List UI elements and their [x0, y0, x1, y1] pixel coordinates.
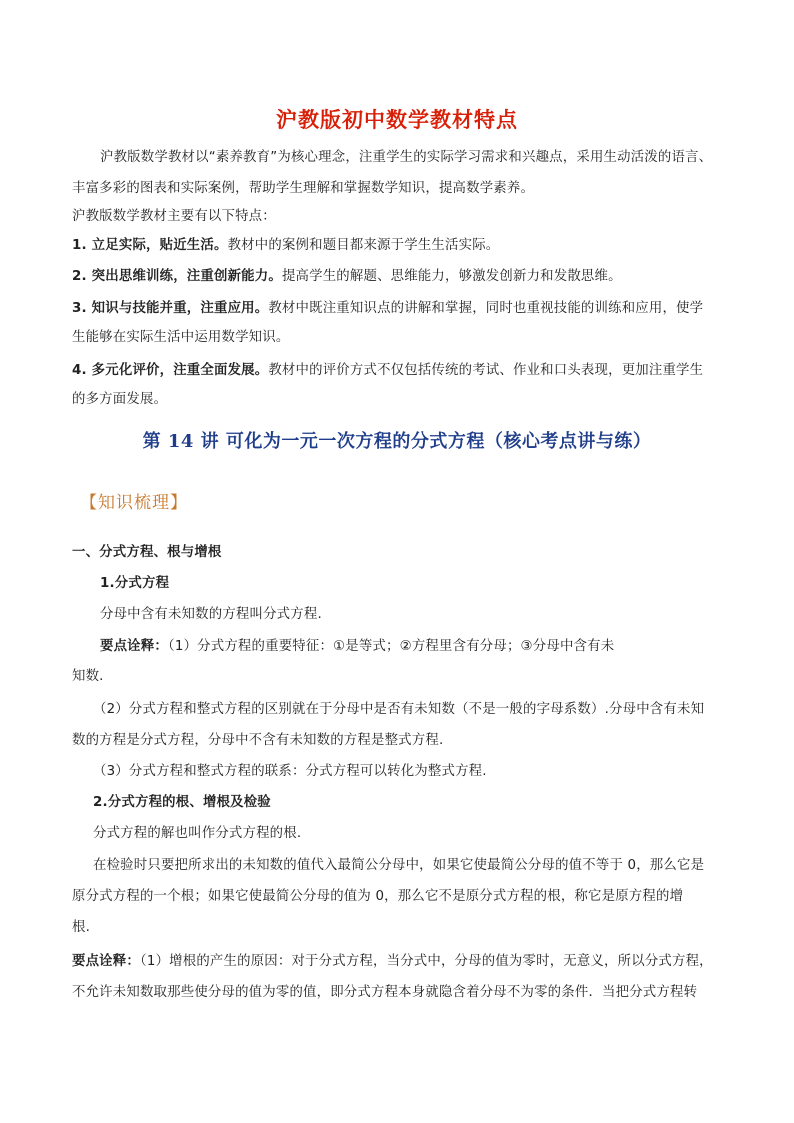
- feature-text-continued: 的多方面发展。: [72, 392, 168, 407]
- feature-title: 2. 突出思维训练，注重创新能力。: [72, 269, 282, 284]
- feature-item-1: [72, 236, 499, 256]
- feature-title: 4. 多元化评价，注重全面发展。: [72, 363, 269, 378]
- note-text-continued: 不允许未知数取那些使分母的值为零的值，即分式方程本身就隐含着分母不为零的条件．当把分式方程转: [72, 985, 698, 1000]
- feature-text: 提高学生的解题、思维能力，够激发创新力和发散思维。: [281, 269, 622, 284]
- note-label: 要点诠释：: [72, 954, 140, 969]
- intro-paragraph-line: 丰富多彩的图表和实际案例，帮助学生理解和掌握数学知识，提高数学素养。: [72, 181, 535, 196]
- feature-item-2: [72, 267, 622, 287]
- subsection-heading: 2.分式方程的根、增根及检验: [93, 795, 271, 810]
- note-text-continued: 数的方程是分式方程，分母中不含有未知数的方程是整式方程.: [72, 733, 444, 748]
- note-line: （3）分式方程和整式方程的联系：分式方程可以转化为整式方程.: [93, 764, 487, 779]
- feature-text: 教材中的案例和题目都来源于学生生活实际。: [227, 238, 500, 253]
- feature-item-3: [72, 299, 703, 319]
- note-text: （1）分式方程的重要特征：①是等式；②方程里含有分母；③分母中含有未: [167, 639, 615, 654]
- feature-text-continued: 生能够在实际生活中运用数学知识。: [72, 330, 290, 345]
- note-label: 要点诠释：: [100, 639, 168, 654]
- paragraph-line: 根.: [72, 920, 91, 935]
- page-title: 沪教版初中数学教材特点: [276, 107, 518, 132]
- subsection-heading: 1.分式方程: [100, 576, 170, 591]
- paragraph-line: 原分式方程的一个根；如果它使最简公分母的值为 0，那么它不是原分式方程的根，称它是原方程的增: [72, 889, 684, 904]
- note-line: [100, 637, 614, 657]
- section-tag: 【知识梳理】: [80, 493, 188, 513]
- paragraph-line: 在检验时只要把所求出的未知数的值代入最简公分母中，如果它使最简公分母的值不等于 0，那么它是: [93, 858, 705, 873]
- note-text-continued: 知数.: [72, 669, 104, 684]
- definition-text: 分母中含有未知数的方程叫分式方程.: [100, 607, 322, 622]
- note-text: （1）增根的产生的原因：对于分式方程，当分式中，分母的值为零时，无意义，所以分式方程，: [139, 954, 713, 969]
- feature-text: 教材中既注重知识点的讲解和掌握，同时也重视技能的训练和应用，使学: [268, 301, 704, 316]
- feature-title: 1. 立足实际，贴近生活。: [72, 238, 228, 253]
- feature-item-4: [72, 361, 703, 381]
- note-line: （2）分式方程和整式方程的区别就在于分母中是否有未知数（不是一般的字母系数）.分母中含有未知: [93, 702, 705, 717]
- feature-title: 3. 知识与技能并重，注重应用。: [72, 301, 269, 316]
- intro-paragraph-line: 沪教版数学教材以“素养教育”为核心理念，注重学生的实际学习需求和兴趣点，采用生动活泼的语言、: [100, 150, 713, 165]
- feature-text: 教材中的评价方式不仅包括传统的考试、作业和口头表现，更加注重学生: [268, 363, 704, 378]
- lesson-title: 第 14 讲 可化为一元一次方程的分式方程（核心考点讲与练）: [142, 431, 652, 452]
- section-heading: 一、分式方程、根与增根: [72, 545, 222, 560]
- features-intro: 沪教版数学教材主要有以下特点：: [72, 209, 276, 224]
- definition-text: 分式方程的解也叫作分式方程的根.: [93, 826, 302, 841]
- note-line: [72, 952, 713, 972]
